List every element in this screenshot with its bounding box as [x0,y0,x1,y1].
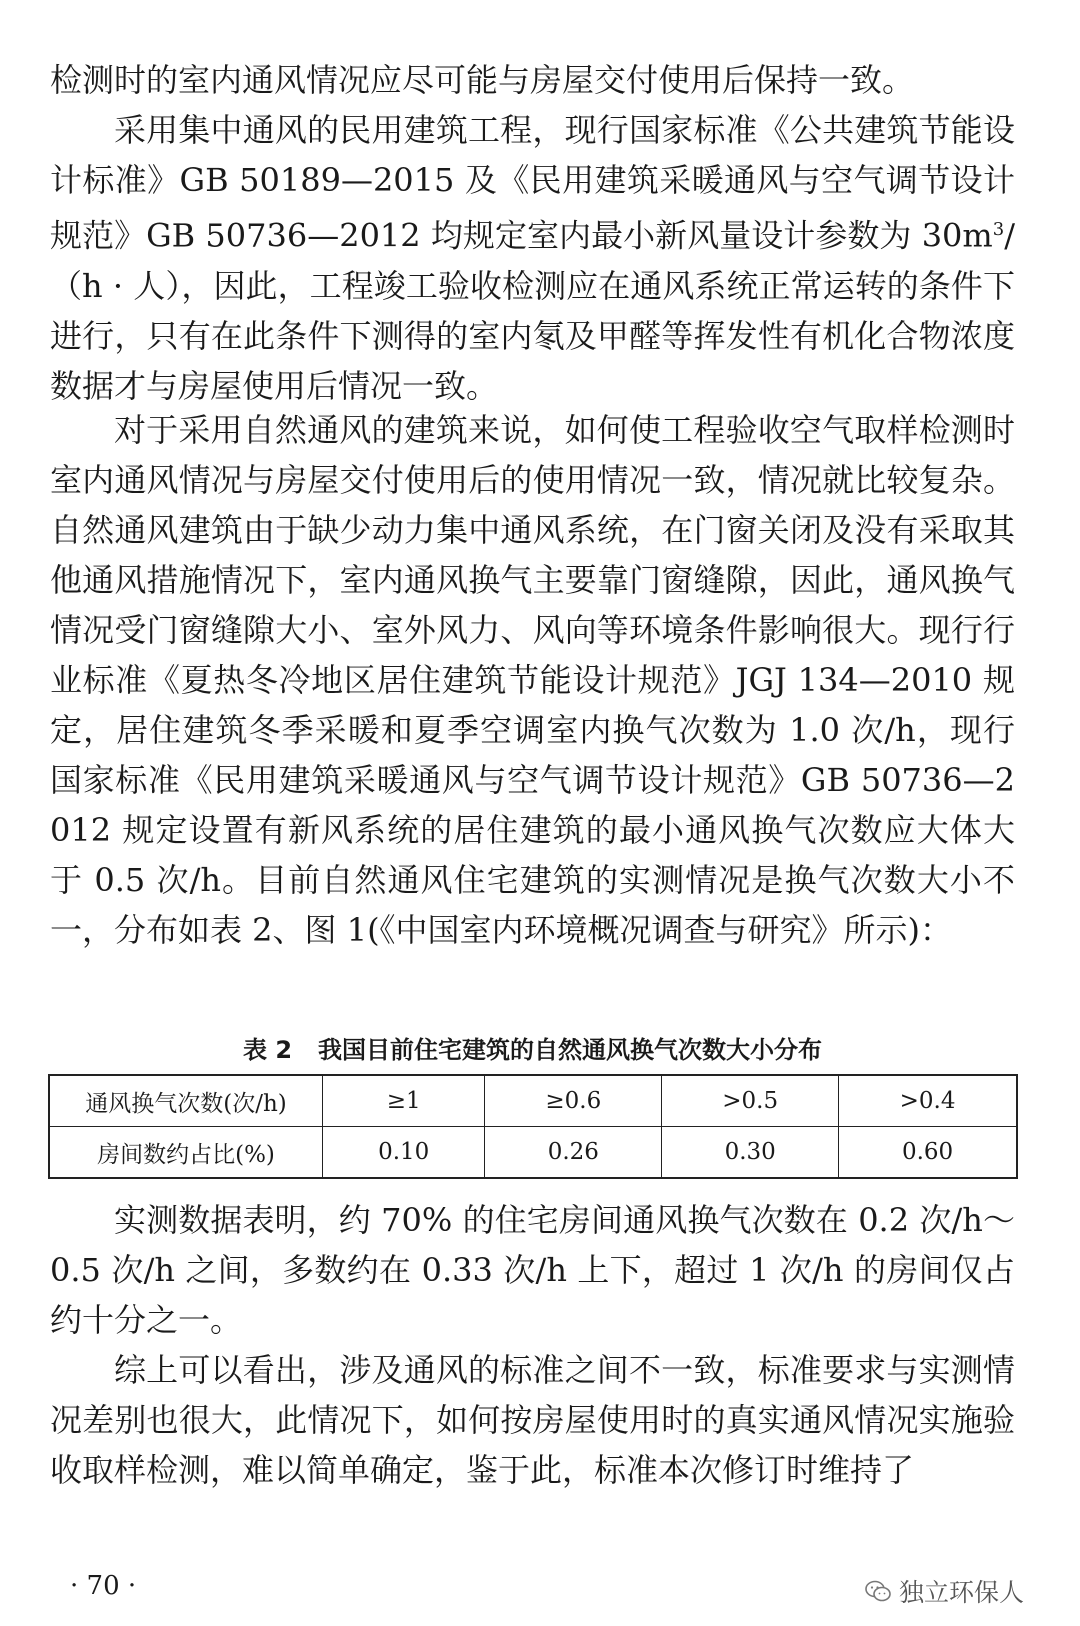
table-cell: 0.10 [323,1127,485,1179]
paragraph-summary: 综上可以看出，涉及通风的标准之间不一致，标准要求与实测情况差别也很大，此情况下，如何按房屋使用时的真实通风情况实施验收取样检测，难以简单确定，鉴于此，标准本次修订时维持了 [50,1351,1015,1489]
watermark [865,1573,1024,1609]
table-cell: >0.5 [662,1075,839,1127]
table-cell: ≥0.6 [485,1075,662,1127]
table-cell: >0.4 [839,1075,1017,1127]
paragraph-text: 采用集中通风的民用建筑工程，现行国家标准《公共建筑节能设计标准》GB 50189—2015 及《民用建筑采暖通风与空气调节设计规范》GB 50736—2012 均规定室内最小新风量设计参数为 30m [50,111,1015,255]
table-row [49,1127,1017,1179]
paragraph-intro: 检测时的室内通风情况应尽可能与房屋交付使用后保持一致。 [50,61,915,99]
watermark-text: 独立环保人 [899,1578,1025,1607]
wechat-icon [865,1580,891,1602]
superscript: 3 [992,219,1005,240]
table-caption-text: 我国目前住宅建筑的自然通风换气次数大小分布 [318,1036,823,1064]
paragraph-measured-data: 实测数据表明，约 70% 的住宅房间通风换气次数在 0.2 次/h～0.5 次/h 之间，多数约在 0.33 次/h 上下，超过 1 次/h 的房间仅占约十分之一。 [50,1201,1015,1339]
table-cell: 0.30 [662,1127,839,1179]
paragraph-central-ventilation [50,105,1015,411]
ventilation-table [48,1074,1018,1179]
table-cell: ≥1 [323,1075,485,1127]
table-cell: 通风换气次数(次/h) [49,1075,323,1127]
page-number: · 70 · [70,1571,137,1601]
paragraph-natural-ventilation: 对于采用自然通风的建筑来说，如何使工程验收空气取样检测时室内通风情况与房屋交付使用后的使用情况一致，情况就比较复杂。自然通风建筑由于缺少动力集中通风系统，在门窗关闭及没有采取其他通风措施情况下，室内通风换气主要靠门窗缝隙，因此，通风换气情况受门窗缝隙大小、室外风力、风向等环境条件影响很大。现行行业标准《夏热冬冷地区居住建筑节能设计规范》JGJ 134—2010 规定，居住建筑冬季采暖和夏季空调室内换气次数为 1.0 次/h，现行国家标准《民用建筑采暖通风与空气调节设计规范》GB 50736—2012 规定设置有新风系统的居住建筑的最小通风换气次数应大体大于 0.5 次/h。目前自然通风住宅建筑的实测情况是换气次数大小不一，分布如表 2、图 1(《中国室内环境概况调查与研究》所示)： [50,411,1015,949]
table-cell: 0.60 [839,1127,1017,1179]
table-caption [50,1030,1015,1065]
table-caption-number: 表 2 [242,1036,293,1064]
paragraph-text: /（h · 人），因此，工程竣工验收检测应在通风系统正常运转的条件下进行，只有在此条件下测得的室内氡及甲醛等挥发性有机化合物浓度数据才与房屋使用后情况一致。 [50,216,1015,405]
table-row [49,1075,1017,1127]
table-cell: 0.26 [485,1127,662,1179]
table-cell: 房间数约占比(%) [49,1127,323,1179]
